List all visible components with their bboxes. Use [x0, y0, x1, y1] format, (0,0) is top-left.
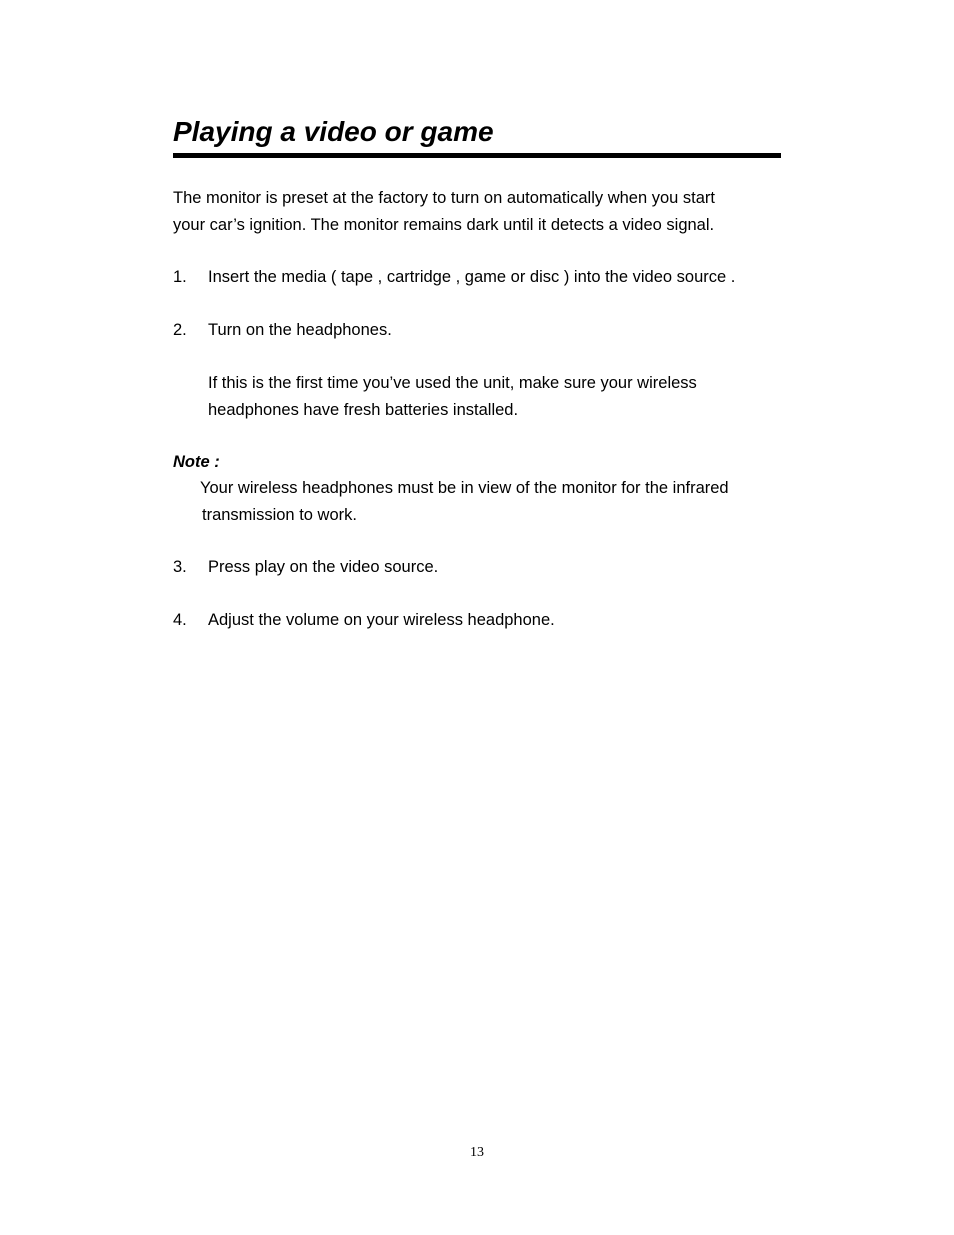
- step-3-number: 3.: [173, 558, 187, 576]
- note-line-2: transmission to work.: [202, 506, 357, 524]
- step-2-text: Turn on the headphones.: [208, 321, 392, 339]
- step-2-number: 2.: [173, 321, 187, 339]
- step-2-detail-line-1: If this is the first time you’ve used the unit, make sure your wireless: [208, 374, 697, 392]
- page-title: Playing a video or game: [173, 116, 494, 147]
- step-2-detail-line-2: headphones have fresh batteries installed.: [208, 400, 519, 419]
- note-label: Note :: [173, 453, 220, 471]
- step-2-detail: [208, 370, 697, 423]
- step-3-text: Press play on the video source.: [208, 558, 439, 576]
- step-1-text: Insert the media ( tape , cartridge , game or disc ) into the video source .: [208, 268, 736, 286]
- intro-line-1: The monitor is preset at the factory to turn on automatically when you start: [173, 189, 716, 207]
- page-number: 13: [470, 1145, 484, 1160]
- step-4-text: Adjust the volume on your wireless headphone.: [208, 611, 555, 629]
- step-4-number: 4.: [173, 611, 187, 629]
- step-1-number: 1.: [173, 268, 187, 286]
- note-line-1: Your wireless headphones must be in view of the monitor for the infrared: [200, 479, 729, 497]
- title-underline-rule: [173, 153, 781, 158]
- intro-paragraph: [173, 185, 715, 238]
- intro-line-2: your car’s ignition. The monitor remains dark until it detects a video signal.: [173, 215, 715, 234]
